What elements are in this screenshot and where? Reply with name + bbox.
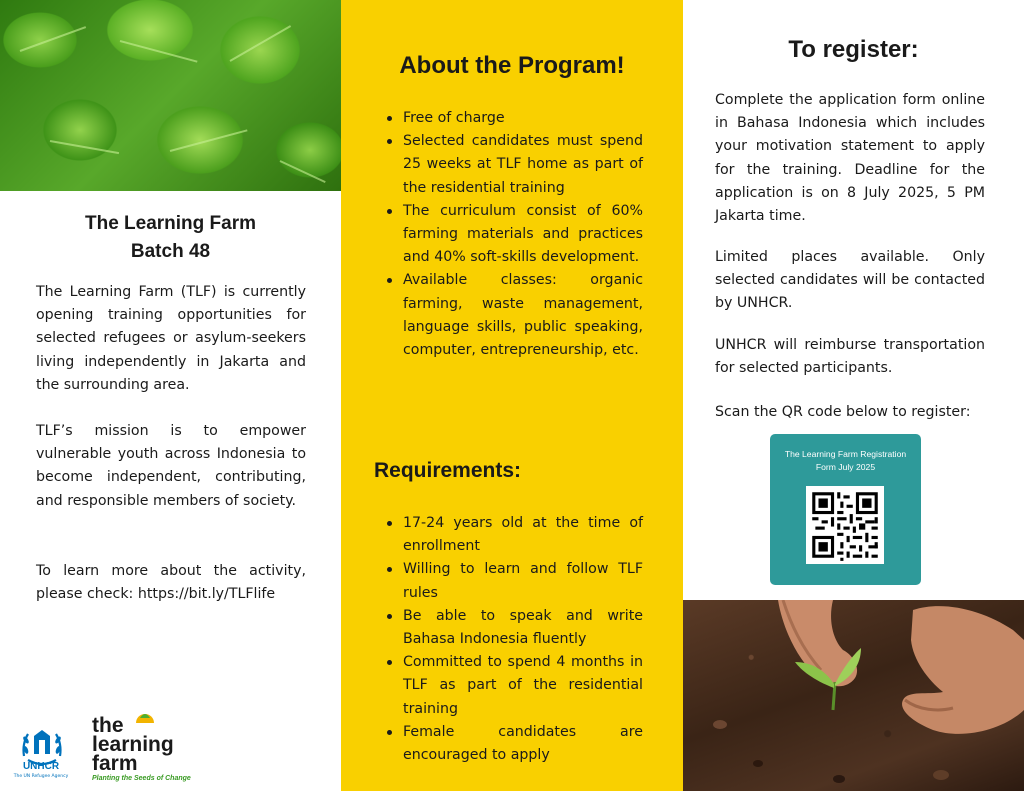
about-heading: About the Program!	[399, 52, 625, 79]
tlf-logo	[92, 716, 202, 786]
transport-paragraph: UNHCR will reimburse transportation for selected participants.	[715, 337, 985, 377]
sun-sprout-icon	[134, 710, 156, 724]
about-item: Selected candidates must spend 25 weeks at TLF home as part of the residential training	[379, 130, 643, 200]
requirement-item: Committed to spend 4 months in TLF as part of the residential training	[379, 651, 643, 721]
tlf-word-learning: learning	[92, 733, 174, 756]
about-item: The curriculum consist of 60% farming materials and practices and 40% soft-skills development.	[379, 200, 643, 270]
tlf-tagline: Planting the Seeds of Change	[92, 775, 191, 782]
hands-planting-image	[683, 600, 1024, 791]
qr-code-icon	[806, 486, 884, 564]
requirements-heading: Requirements:	[374, 459, 522, 482]
register-heading: To register:	[788, 36, 919, 63]
qr-code[interactable]	[806, 486, 884, 564]
unhcr-name: UNHCR	[22, 761, 60, 772]
unhcr-subtitle: The UN Refugee Agency	[13, 774, 69, 779]
qr-card-title: The Learning Farm Registration Form July 2025	[784, 449, 907, 472]
learn-more-paragraph: To learn more about the activity, please check: https://bit.ly/TLFlife	[36, 563, 306, 603]
right-panel	[683, 0, 1024, 791]
tlf-word-farm: farm	[92, 752, 138, 775]
requirement-item: 17-24 years old at the time of enrollment	[379, 512, 643, 558]
program-title-line1: The Learning Farm	[84, 213, 257, 234]
intro-paragraph: The Learning Farm (TLF) is currently opening training opportunities for selected refugees or asylum-seekers living independently in Jakarta and the surrounding area.	[36, 284, 306, 393]
about-item: Free of charge	[379, 107, 643, 130]
about-item: Available classes: organic farming, waste management, language skills, public speaking, computer, entrepreneurship, etc.	[379, 269, 643, 362]
requirements-list	[379, 512, 643, 767]
limited-places-paragraph: Limited places available. Only selected candidates will be contacted by UNHCR.	[715, 249, 985, 312]
middle-panel	[341, 0, 683, 791]
program-title	[0, 210, 341, 266]
hands-seedling-icon	[683, 600, 1024, 791]
qr-registration-card[interactable]	[770, 434, 921, 585]
mission-paragraph: TLF’s mission is to empower vulnerable youth across Indonesia to become independent, contributing, and responsible members of society.	[36, 423, 306, 509]
requirement-item: Willing to learn and follow TLF rules	[379, 558, 643, 604]
tlf-word-the: the	[92, 714, 124, 737]
requirement-item: Female candidates are encouraged to apply	[379, 721, 643, 767]
about-list	[379, 107, 643, 362]
scan-qr-instruction: Scan the QR code below to register:	[715, 404, 971, 420]
spinach-leaves-image	[0, 0, 341, 191]
requirement-item: Be able to speak and write Bahasa Indonesia fluently	[379, 605, 643, 651]
application-paragraph: Complete the application form online in Bahasa Indonesia which includes your motivation statement to apply for the training. Deadline for the application is on 8 July 2025, 5 PM Jakarta time.	[715, 92, 985, 225]
left-panel	[0, 0, 341, 791]
program-title-line2: Batch 48	[130, 241, 211, 262]
